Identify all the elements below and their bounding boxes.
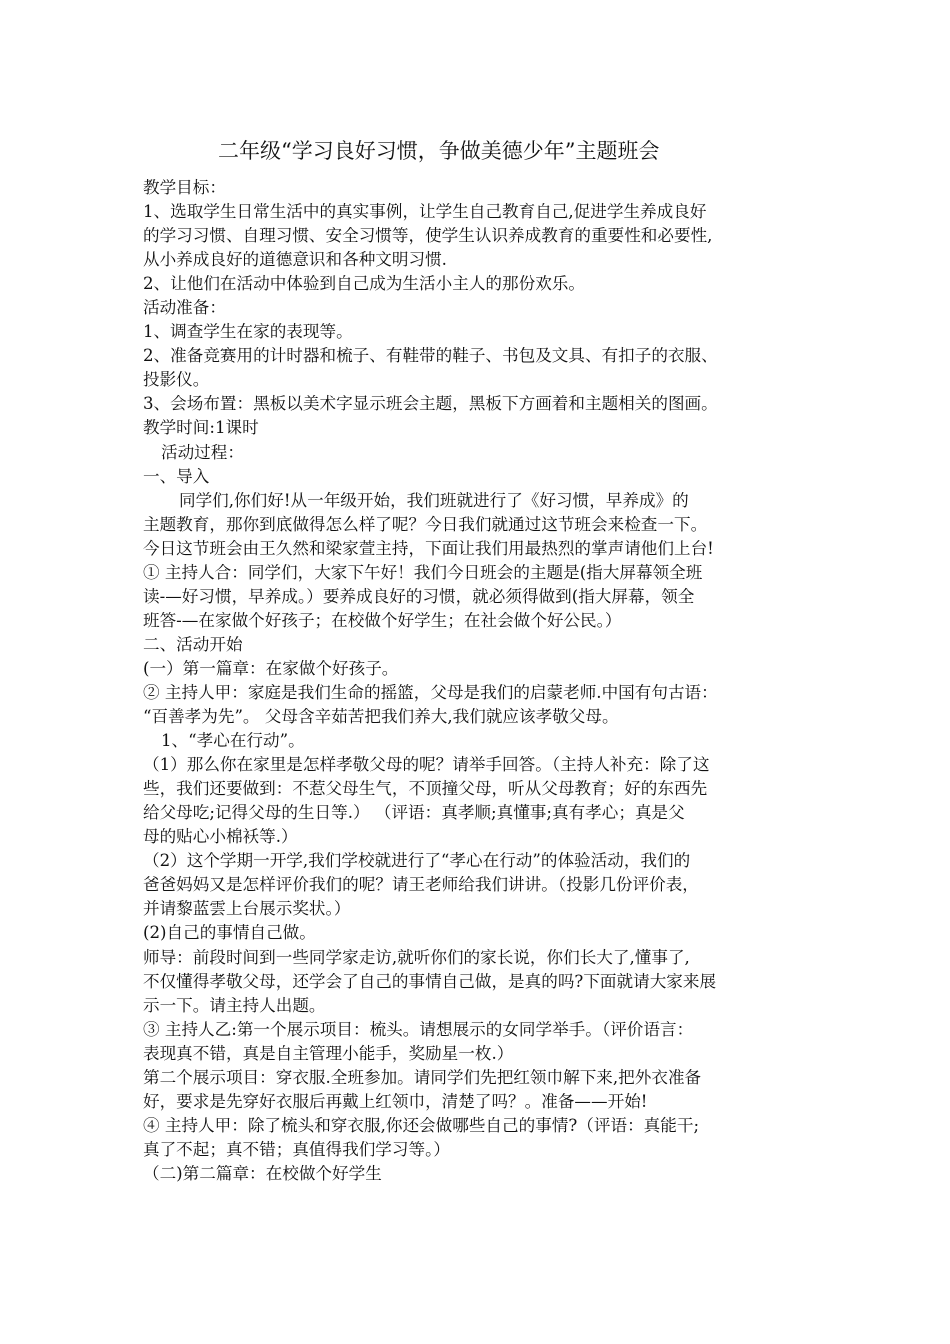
text-line: ③ 主持人乙:第一个展示项目：梳头。请想展示的女同学举手。（评价语言： bbox=[143, 1019, 694, 1039]
text-line: （2）这个学期一开学,我们学校就进行了“孝心在行动”的体验活动，我们的 bbox=[143, 851, 691, 871]
text-line: 师导：前段时间到一些同学家走访,就听你们的家长说，你们长大了,懂事了, bbox=[143, 947, 690, 967]
section-heading: （二)第二篇章：在校做个好学生 bbox=[143, 1163, 382, 1183]
text-line: 读-—好习惯，早养成。）要养成良好的习惯，就必须得做到(指大屏幕，领全 bbox=[143, 586, 695, 606]
text-line: 从小养成良好的道德意识和各种文明习惯. bbox=[143, 250, 447, 270]
text-line: 教学时间:1课时 bbox=[143, 418, 259, 438]
text-line: (一）第一篇章：在家做个好孩子。 bbox=[143, 658, 399, 678]
text-line: (2)自己的事情自己做。 bbox=[143, 923, 316, 943]
text-line: 2、让他们在活动中体验到自己成为生活小主人的那份欢乐。 bbox=[143, 274, 585, 294]
text-line: 的学习习惯、自理习惯、安全习惯等，使学生认识养成教育的重要性和必要性, bbox=[143, 226, 713, 246]
section-heading: 活动过程： bbox=[161, 442, 244, 462]
text-line: 1、调查学生在家的表现等。 bbox=[143, 322, 353, 342]
text-line: 班答-—在家做个好孩子；在校做个好学生；在社会做个好公民。） bbox=[143, 610, 622, 630]
text-line: 表现真不错，真是自主管理小能手，奖励星一枚.） bbox=[143, 1043, 514, 1063]
text-line: 第二个展示项目：穿衣服.全班参加。请同学们先把红领巾解下来,把外衣准备 bbox=[143, 1067, 702, 1087]
text-line: 给父母吃;记得父母的生日等.） （评语：真孝顺;真懂事;真有孝心；真是父 bbox=[143, 803, 685, 823]
text-line: ④ 主持人甲：除了梳头和穿衣服,你还会做哪些自己的事情?（评语：真能干; bbox=[143, 1115, 700, 1135]
text-line: （1）那么你在家里是怎样孝敬父母的呢？请举手回答。（主持人补充：除了这 bbox=[143, 755, 710, 775]
text-line: 不仅懂得孝敬父母，还学会了自己的事情自己做，是真的吗?下面就请大家来展 bbox=[143, 971, 717, 991]
text-line: 些，我们还要做到：不惹父母生气，不顶撞父母，听从父母教育；好的东西先 bbox=[143, 779, 708, 799]
text-line: 1、选取学生日常生活中的真实事例，让学生自己教育自己,促进学生养成良好 bbox=[143, 202, 707, 222]
section-heading: 二、活动开始 bbox=[143, 634, 243, 654]
text-line: 1、“孝心在行动”。 bbox=[161, 731, 305, 751]
text-line: 今日这节班会由王久然和梁家萱主持，下面让我们用最热烈的掌声请他们上台! bbox=[143, 538, 714, 558]
text-line: 2、准备竞赛用的计时器和梳子、有鞋带的鞋子、书包及文具、有扣子的衣服、 bbox=[143, 346, 718, 366]
text-line: “百善孝为先”。 父母含辛茹苦把我们养大,我们就应该孝敬父母。 bbox=[143, 707, 619, 727]
text-line: 示一下。请主持人出题。 bbox=[143, 995, 326, 1015]
text-line: 好，要求是先穿好衣服后再戴上红领巾，清楚了吗？。准备——开始! bbox=[143, 1091, 648, 1111]
text-line: 投影仪。 bbox=[143, 370, 210, 390]
text-line: 母的贴心小棉袄等.） bbox=[143, 827, 298, 847]
document-body bbox=[143, 176, 815, 1186]
text-line: 爸爸妈妈又是怎样评价我们的呢？请王老师给我们讲讲。（投影几份评价表， bbox=[143, 875, 699, 895]
text-line: 3、会场布置：黑板以美术字显示班会主题，黑板下方画着和主题相关的图画。 bbox=[143, 394, 718, 414]
text-line: 并请黎蓝雲上台展示奖状。） bbox=[143, 899, 351, 919]
text-line: 同学们,你们好!从一年级开始，我们班就进行了《好习惯，早养成》的 bbox=[179, 490, 689, 510]
text-line: 活动准备： bbox=[143, 298, 226, 318]
text-line: 教学目标： bbox=[143, 178, 226, 197]
section-heading: 一、导入 bbox=[143, 466, 210, 486]
text-line: 主题教育，那你到底做得怎么样了呢？今日我们就通过这节班会来检查一下。 bbox=[143, 514, 708, 534]
document-title: 二年级“学习良好习惯，争做美德少年”主题班会 bbox=[218, 139, 660, 163]
text-line: ① 主持人合：同学们，大家下午好！我们今日班会的主题是(指大屏幕领全班 bbox=[143, 562, 703, 582]
text-line: 真了不起；真不错；真值得我们学习等。） bbox=[143, 1139, 450, 1159]
text-line: ② 主持人甲：家庭是我们生命的摇篮，父母是我们的启蒙老师.中国有句古语： bbox=[143, 682, 718, 702]
